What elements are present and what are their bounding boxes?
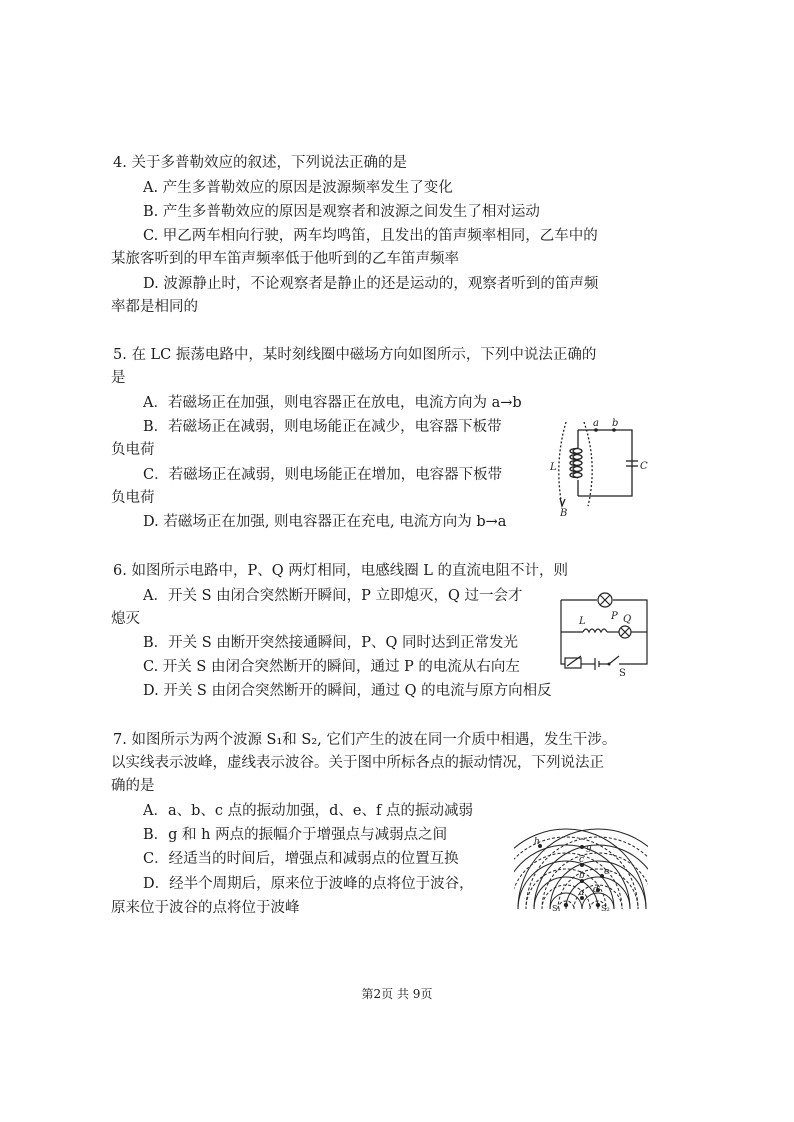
q7-option-d: D．经半个周期后，原来位于波峰的点将位于波谷， <box>143 876 474 892</box>
q6-option-d: D. 开关 S 由闭合突然断开的瞬间，通过 Q 的电流与原方向相反 <box>143 683 552 699</box>
q5-option-b-cont: 负电荷 <box>111 442 155 458</box>
label-d: d <box>593 885 599 895</box>
label-b: b <box>579 871 585 881</box>
q6-option-a: A．开关 S 由闭合突然断开瞬间，P 立即熄灭，Q 过一会才 <box>143 588 523 604</box>
q6-stem: 6. 如图所示电路中，P、Q 两灯相同，电感线圈 L 的直流电阻不计，则 <box>113 563 569 579</box>
q7-option-b: B．g 和 h 两点的振幅介于增强点与减弱点之间 <box>143 827 448 843</box>
label-e: e <box>604 867 610 877</box>
lamp-circuit-figure <box>555 586 655 678</box>
q5-option-c-cont: 负电荷 <box>111 490 155 506</box>
q7-option-d-cont: 原来位于波谷的点将位于波峰 <box>111 900 300 916</box>
q5-option-a: A．若磁场正在加强，则电容器正在放电，电流方向为 a→b <box>143 395 522 411</box>
label-Q: Q <box>623 614 632 625</box>
label-a: a <box>593 418 599 429</box>
page-footer: 第2页 共 9页 <box>361 987 433 1001</box>
label-c: c <box>579 855 585 865</box>
lc-circuit-figure <box>540 418 660 518</box>
label-B: B <box>560 508 568 518</box>
q5-stem: 5. 在 LC 振荡电路中，某时刻线圈中磁场方向如图所示，下列中说法正确的 <box>113 347 597 363</box>
q4-option-d-cont: 率都是相同的 <box>111 299 198 315</box>
label-b: b <box>612 418 619 429</box>
q7-option-a: A．a、b、c 点的振动加强，d、e、f 点的振动减弱 <box>143 803 473 819</box>
interference-figure <box>514 820 648 912</box>
q6-option-a-cont: 熄灭 <box>111 611 140 627</box>
q4-option-c-cont: 某旅客听到的甲车笛声频率低于他听到的乙车笛声频率 <box>111 251 459 267</box>
label-P: P <box>611 611 618 622</box>
q4-option-d: D. 波源静止时，不论观察者是静止的还是运动的，观察者听到的笛声频 <box>143 276 599 292</box>
label-S: S <box>619 668 626 678</box>
label-a: a <box>579 888 585 898</box>
q7-stem: 7. 如图所示为两个波源 S₁和 S₂, 它们产生的波在同一介质中相遇，发生干涉。 <box>113 732 617 748</box>
label-h: h <box>534 837 540 847</box>
q4-option-a: A. 产生多普勒效应的原因是波源频率发生了变化 <box>143 180 453 196</box>
q5-option-d: D. 若磁场正在加强, 则电容器正在充电, 电流方向为 b→a <box>143 514 507 530</box>
q6-option-b: B．开关 S 由断开突然接通瞬间，P、Q 同时达到正常发光 <box>143 635 519 651</box>
q5-stem-cont: 是 <box>111 370 126 386</box>
q7-stem-cont-2: 确的是 <box>111 778 155 794</box>
label-s1: S₁ <box>552 904 561 912</box>
q6-option-c: C. 开关 S 由闭合突然断开的瞬间，通过 P 的电流从右向左 <box>143 659 520 675</box>
q5-option-b: B．若磁场正在减弱，则电场能正在减少，电容器下板带 <box>143 419 502 435</box>
q4-stem: 4. 关于多普勒效应的叙述，下列说法正确的是 <box>113 155 407 171</box>
label-g: g <box>586 843 592 853</box>
q4-option-b: B. 产生多普勒效应的原因是观察者和波源之间发生了相对运动 <box>143 204 540 220</box>
label-C: C <box>640 461 648 472</box>
label-s2: S₂ <box>601 904 610 912</box>
label-L: L <box>550 462 557 473</box>
q7-stem-cont-1: 以实线表示波峰，虚线表示波谷。关于图中所标各点的振动情况，下列说法正 <box>111 755 604 771</box>
label-L: L <box>579 616 586 627</box>
q4-option-c: C. 甲乙两车相向行驶，两车均鸣笛，且发出的笛声频率相同，乙车中的 <box>143 228 598 244</box>
q5-option-c: C．若磁场正在减弱，则电场能正在增加，电容器下板带 <box>143 467 503 483</box>
q7-option-c: C．经适当的时间后，增强点和减弱点的位置互换 <box>143 851 459 867</box>
